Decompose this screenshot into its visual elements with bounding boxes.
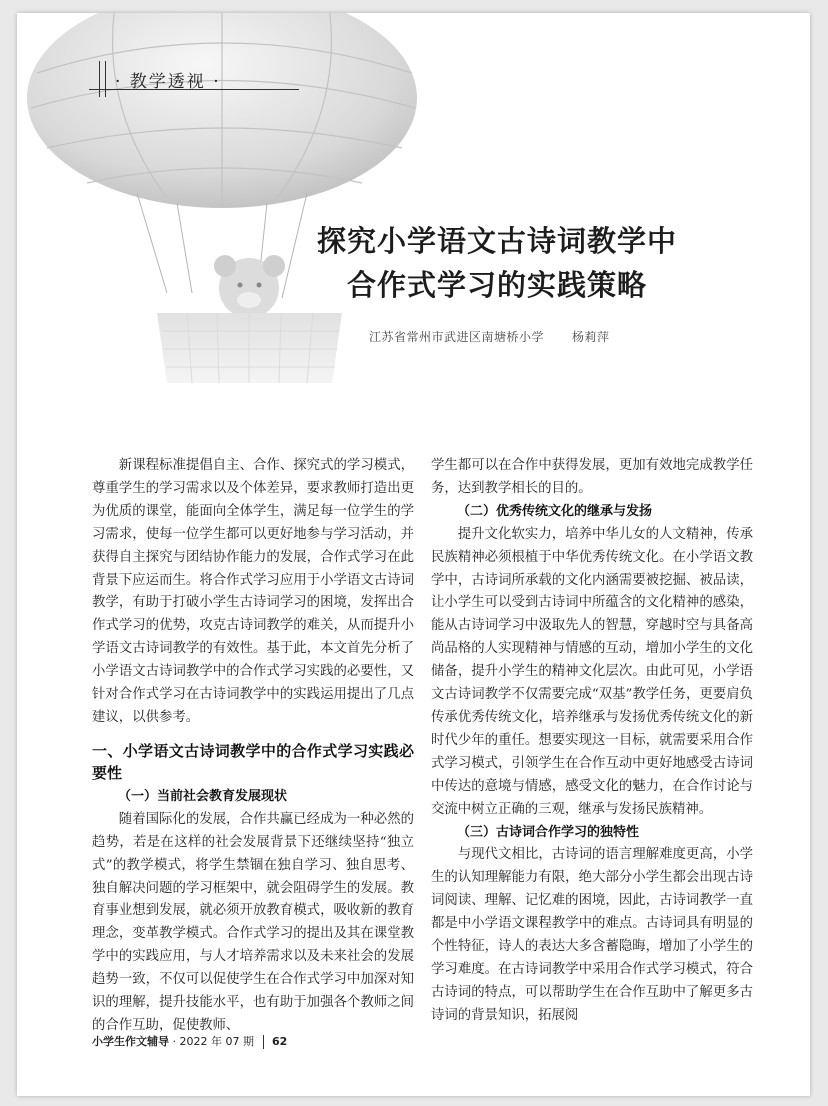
intro-paragraph: 新课程标准提倡自主、合作、探究式的学习模式，尊重学生的学习需求以及个体差异，要求教师打造出更为优质的课堂，能面向全体学生，满足每一位学生的学习需求，使每一位学生都可以更好地参与学习活动，并获得自主探究与团结协作能力的发展，合作式学习在此背景下应运而生。将合作式学习应用于小学语文古诗词教学，有助于打破小学生古诗词学习的困境，发挥出合作式学习的优势，攻克古诗词教学的难关，从而提升小学语文古诗词教学的有效性。基于此，本文首先分析了小学语文古诗词教学中的合作式学习实践的必要性，又针对合作式学习在古诗词教学中的实践运用提出了几点建议，以供参考。 [92,458,414,725]
issue-info: · 2022 年 07 期 [172,1035,254,1048]
section-label-text: · 教学透视 · [115,72,221,92]
magazine-page [17,13,810,1096]
footer-divider [263,1035,264,1049]
section-label [89,53,299,97]
body-paragraph: 随着国际化的发展，合作共赢已经成为一种必然的趋势，若是在这样的社会发展背景下还继续坚持“独立式”的教学模式，将学生禁锢在独自学习、独自思考、独自解决问题的学习框架中，就会阻碍学生的发展。教育事业想到发展，就必须开放教育模式，吸收新的教育理念，变革教学模式。合作式学习的提出及其在课堂教学中的实践应用，与人才培养需求以及未来社会的发展趋势一致，不仅可以促使学生在合作式学习中加深对知识的理解，提升技能水平，也有助于加强各个教师之间的合作互助，促使教师、 [92,811,414,1033]
article-title-line: 合作式学习的实践策略 [346,268,647,302]
body-paragraph: 与现代文相比，古诗词的语言理解难度更高，小学生的认知理解能力有限，绝大部分小学生都会出现古诗词阅读、理解、记忆难的困境，因此，古诗词教学一直都是中小学语文课程教学中的难点。古诗词具有明显的个性特征，诗人的表达大多含蓄隐晦，增加了小学生的学习难度。在古诗词教学中采用合作式学习模式，符合古诗词的特点，可以帮助学生在合作互助中了解更多古诗词的背景知识，拓展阅 [431,847,753,1023]
subsection-heading: （一）当前社会教育发展现状 [118,788,288,804]
body-paragraph-continued: 学生都可以在合作中获得发展，更加有效地完成教学任务，达到教学相长的目的。 [431,458,753,496]
section-rule [105,61,106,97]
author-name: 杨莉萍 [572,330,610,344]
page-number: 62 [271,1035,288,1048]
section-rule [99,61,100,97]
body-paragraph: 提升文化软实力，培养中华儿女的人文精神，传承民族精神必须根植于中华优秀传统文化。在小学语文教学中，古诗词所承载的文化内涵需要被挖掘、被品读，让小学生可以受到古诗词中所蕴含的文化精神的感染，能从古诗词学习中汲取先人的智慧，穿越时空与具备高尚品格的人实现精神与情感的互动，增加小学生的文化储备，提升小学生的精神文化层次。由此可见，小学语文古诗词教学不仅需要完成“双基”教学任务，更要肩负传承优秀传统文化，培养继承与发扬优秀传统文化的新时代少年的重任。想要实现这一目标，就需要采用合作式学习模式，引领学生在合作互动中更好地感受古诗词中传达的意境与情感，感受文化的魅力，在合作讨论与交流中树立正确的三观，继承与发扬民族精神。 [431,526,753,817]
journal-name: 小学生作文辅导 [92,1035,169,1048]
subsection-heading: （三）古诗词合作学习的独特性 [457,824,640,840]
article-title [257,219,737,307]
right-column [431,455,753,1028]
author-affiliation: 江苏省常州市武进区南塘桥小学 [369,330,545,344]
article-title-line: 探究小学语文古诗词教学中 [316,224,677,258]
byline [369,328,610,345]
section-heading: 一、小学语文古诗词教学中的合作式学习实践必要性 [92,741,414,782]
subsection-heading: （二）优秀传统文化的继承与发扬 [457,503,653,519]
left-column [92,455,414,1038]
page-footer [92,1033,287,1049]
